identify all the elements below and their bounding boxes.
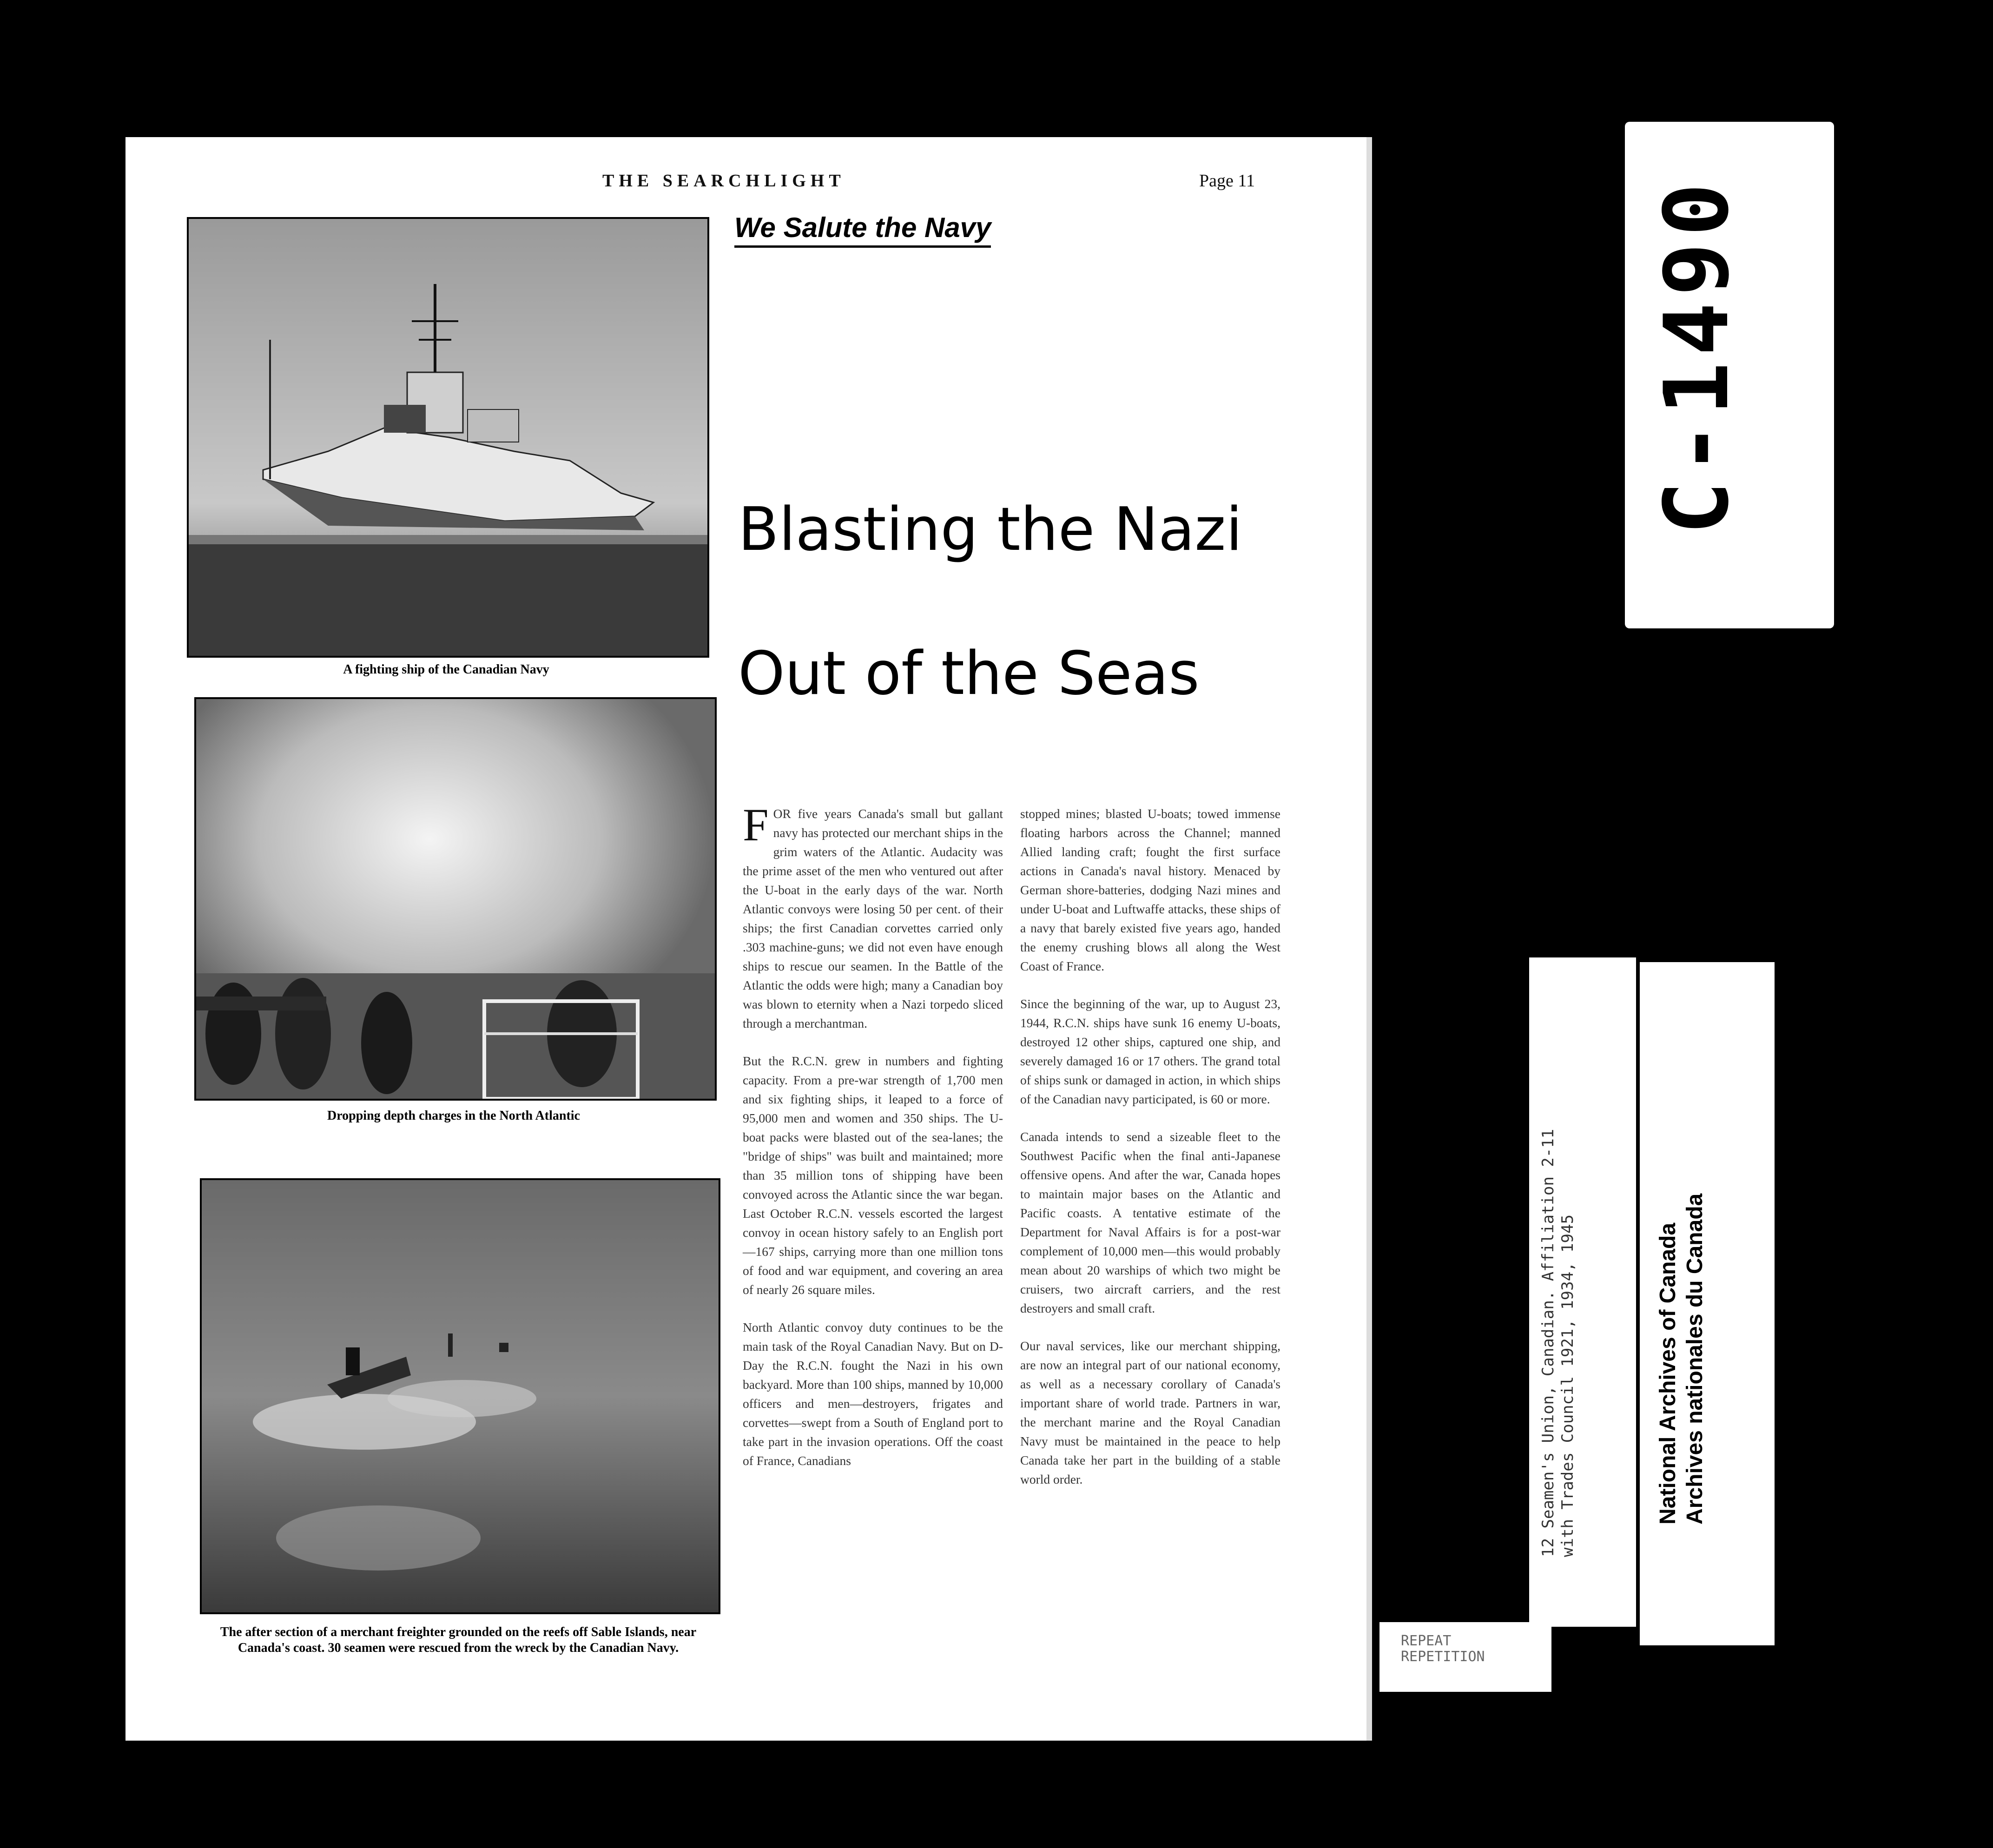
photo-caption-1: A fighting ship of the Canadian Navy xyxy=(343,662,549,677)
article-paragraph: stopped mines; blasted U-boats; towed immense floating harbors across the Channel; manned Allied landing craft; fought the first surface actions in Canada's naval history. Menaced by German shore-batteries, dodging Nazi mines and under U-boat and Luftwaffe attacks, these ships of a navy that barely existed five years ago, handed the enemy crushing blows all along the West Coast of France. xyxy=(1020,806,1280,973)
section-title: We Salute the Navy xyxy=(734,211,991,248)
archives-name-fr: Archives nationales du Canada xyxy=(1683,1193,1707,1525)
depth-charge-photo xyxy=(194,697,717,1101)
freighter-wreck-photo xyxy=(200,1178,720,1614)
drop-cap: F xyxy=(743,799,769,851)
article-paragraph: Since the beginning of the war, up to August 23, 1944, R.C.N. ships have sunk 16 enemy U-boats, destroyed 12 other ships, captured one ship, and severely damaged 16 or 17 others. The grand total of ships sunk or damaged in action, in which ships of the Canadian navy participated, is 60 or more. xyxy=(1020,997,1280,1106)
article-paragraph: FOR five years Canada's small but gallant navy has protected our merchant ships in the grim waters of the Atlantic. Audacity was the prime asset of the men who ventured out after the U-boat in the early days of the war. North Atlantic convoys were losing 50 per cent. of their ships; the first Canadian corvettes carried only .303 machine-guns; we did not even have enough ships to rescue our seamen. In the Battle of the Atlantic the odds were high; many a Canadian boy was blown to eternity when a Nazi torpedo sliced through a merchantman. xyxy=(743,799,1003,1030)
repeat-line-2: REPETITION xyxy=(1401,1649,1485,1665)
page-header xyxy=(125,171,1366,198)
photo-caption-2: Dropping depth charges in the North Atlantic xyxy=(327,1109,580,1123)
photo-caption-3: The after section of a merchant freighter grounded on the reefs off Sable Islands, near Canada's coast. 30 seamen were rescued from the wreck by the Canadian Navy. xyxy=(220,1625,697,1655)
article-column-1 xyxy=(743,799,1003,1489)
repeat-stamp xyxy=(1379,1622,1551,1692)
file-description xyxy=(1538,985,1631,1557)
file-line-2: with Trades Council 1921, 1934, 1945 xyxy=(1558,1214,1577,1557)
headline-line1: Blasting the Nazi xyxy=(738,495,1242,564)
headline-line2: Out of the Seas xyxy=(738,639,1200,708)
page-number: Page 11 xyxy=(1199,171,1255,191)
warship-photo xyxy=(187,217,709,658)
archives-name-en: National Archives of Canada xyxy=(1656,1222,1680,1525)
newspaper-page xyxy=(125,137,1366,1741)
article-paragraph: Our naval services, like our merchant shipping, are now an integral part of our national economy, as well as a necessary corollary of Canada's important share of world trade. Partners in war, the merchant marine and the Royal Canadian Navy must be maintained in the peace to help Canada take her part in the building of a stable world order. xyxy=(1020,1339,1280,1486)
archives-name xyxy=(1655,1115,1709,1525)
file-line-1: 12 Seamen's Union, Canadian. Affiliation 2-11 xyxy=(1539,1129,1557,1557)
article-paragraph: Canada intends to send a sizeable fleet to the Southwest Pacific when the final anti-Japanese offensive opens. And after the war, Canada hopes to maintain major bases on the Atlantic and Pacific coasts. A tentative estimate of the Department for Naval Affairs is for a post-war complement of 10,000 men—this would probably mean about 20 warships of which two might be cruisers, two aircraft carriers, and the rest destroyers and small craft. xyxy=(1020,1129,1280,1315)
reel-number: C-1490 xyxy=(1645,177,1748,535)
article-paragraph: But the R.C.N. grew in numbers and fighting capacity. From a pre-war strength of 1,700 men and six fighting ships, it leaped to a force of 95,000 men and women and 350 ships. The U-boat packs were blasted out of the sea-lanes; the "bridge of ships" was built and maintained; more than 35 million tons of shipping have been convoyed across the Atlantic since the war began. Last October R.C.N. vessels escorted the largest convoy in ocean history safely to an English port—167 ships, carrying more than one million tons of food and war equipment, and covering an area of nearly 26 square miles. xyxy=(743,1054,1003,1297)
repeat-line-1: REPEAT xyxy=(1401,1633,1452,1649)
article-column-2 xyxy=(1020,804,1280,1507)
publication-name: THE SEARCHLIGHT xyxy=(602,171,845,191)
article-paragraph: North Atlantic convoy duty continues to be the main task of the Royal Canadian Navy. But on D-Day the R.C.N. fought the Nazi in his own backyard. More than 100 ships, manned by 10,000 officers and men—destroyers, frigates and corvettes—swept from a South of England port to take part in the invasion operations. Off the coast of France, Canadians xyxy=(743,1320,1003,1468)
